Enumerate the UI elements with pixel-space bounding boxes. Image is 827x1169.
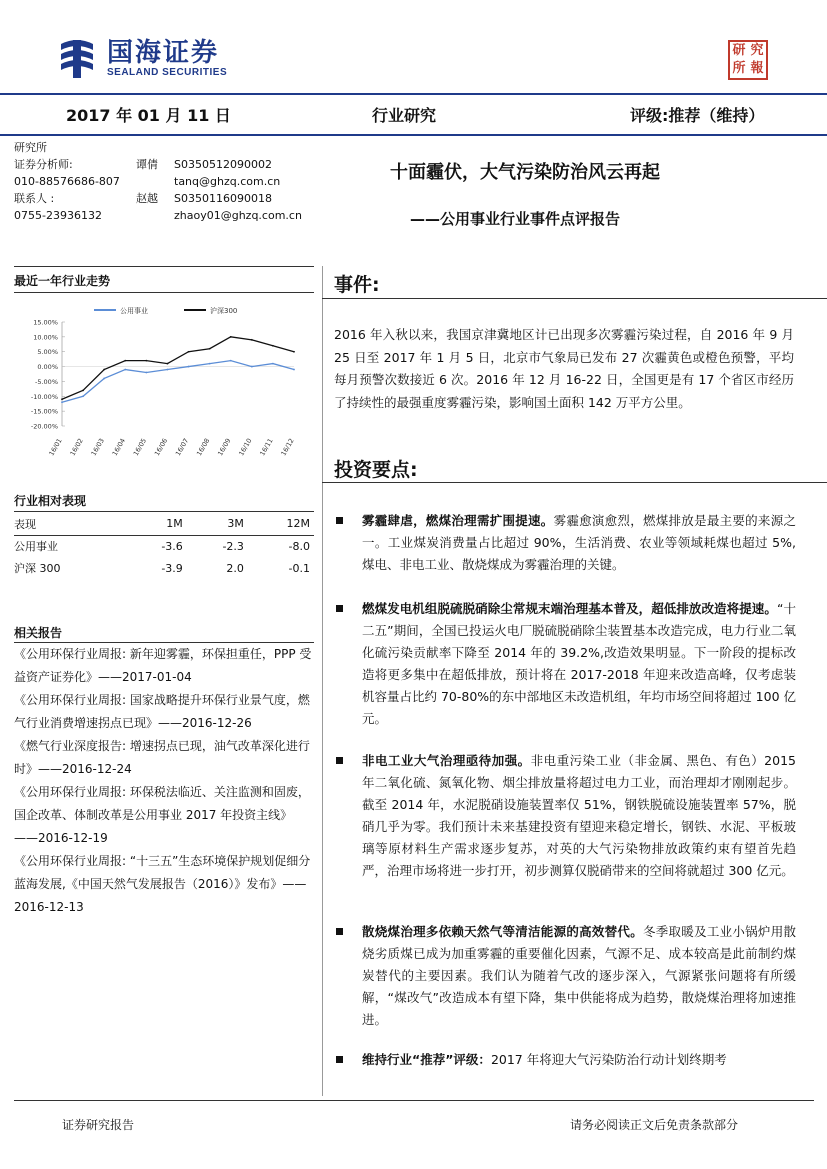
report-title: 十面霾伏，大气污染防治风云再起 (390, 162, 660, 183)
table-cell: -8.0 (288, 539, 310, 553)
related-label: 相关报告 (14, 626, 63, 640)
brand-name-en: SEALAND SECURITIES (107, 66, 228, 78)
divider (14, 292, 314, 293)
investment-point (336, 1049, 796, 1071)
data-point (209, 348, 211, 350)
stamp-char: 報 (750, 61, 764, 76)
data-point (209, 363, 211, 365)
related-report-link[interactable]: 《公用环保行业周报: 国家战略提升环保行业景气度，燃气行业消费增速拐点已现》——2016-12-26 (14, 693, 310, 730)
y-tick-label: -15.00% (30, 407, 58, 416)
footer-left-text: 证券研究报告 (62, 1118, 135, 1132)
divider (14, 511, 314, 512)
analyst-role: 010-88576686-807 (14, 175, 120, 188)
company-logo (55, 36, 227, 80)
analyst-row (14, 190, 302, 207)
analyst-name: 赵越 (136, 192, 158, 205)
data-point (230, 336, 232, 338)
data-point (103, 369, 105, 371)
trend-label: 最近一年行业走势 (14, 274, 111, 288)
report-header-bar (0, 93, 827, 136)
analyst-info (14, 139, 302, 224)
analyst-role: 联系人 : (14, 192, 55, 205)
data-point (61, 401, 63, 403)
data-point (103, 378, 105, 380)
table-header-cell: 1M (126, 513, 187, 535)
x-tick-label: 16/09 (216, 437, 233, 458)
x-tick-label: 16/07 (173, 437, 191, 458)
data-point (61, 398, 63, 400)
data-point (124, 369, 126, 371)
report-subtitle: ——公用事业行业事件点评报告 (410, 210, 621, 228)
table-header-row (14, 513, 314, 535)
table-cell: 2.0 (226, 561, 244, 575)
data-point (145, 360, 147, 362)
analyst-row (14, 156, 302, 173)
x-tick-label: 16/08 (195, 437, 212, 458)
point-text: 雾霾愈演愈烈，燃煤排放是最主要的来源之一。工业煤炭消费量占比超过 90%，生活消费、农业等领域耗煤也超过 5%,煤电、非电工业、散烧煤成为雾霾治理的关键。 (362, 513, 796, 572)
table-header-cell: 3M (187, 513, 248, 535)
trend-chart-svg (14, 298, 314, 466)
y-tick-label: 10.00% (33, 333, 58, 342)
data-point (230, 360, 232, 362)
y-tick-label: -20.00% (30, 422, 58, 431)
table-header-cell: 表现 (14, 513, 126, 535)
investment-point (336, 598, 796, 730)
table-row (14, 535, 314, 557)
table-cell: -3.9 (161, 561, 183, 575)
data-point (167, 369, 169, 371)
point-lead: 燃煤发电机组脱硫脱硝除尘常规末端治理基本普及，超低排放改造将提速。 (362, 601, 777, 616)
table-header-cell: 12M (248, 513, 314, 535)
analyst-email[interactable]: tanq@ghzq.com.cn (174, 175, 281, 188)
footer-divider (14, 1100, 814, 1101)
data-point (251, 339, 253, 341)
x-tick-label: 16/04 (110, 437, 128, 458)
bullet-square-icon (336, 928, 343, 935)
points-heading: 投资要点: (334, 459, 418, 481)
point-text: 非电重污染工业（非金属、黑色、有色）2015 年二氧化硫、氮氧化物、烟尘排放量将超过电力工业，而治理却才刚刚起步。截至 2014 年，水泥脱硝设施装置率仅 51%，钢铁脱硫设施装置率 57%，脱硝几乎为零。我们预计未来基建投资有望迎来稳定增长，钢铁、水泥、平板玻璃等原材料生产需求逐步复苏，对英的大气污染物排放政策约束有望首先趋严，治理市场将进一步打开，初步测算仅脱硝带来的空间将就超过 300 亿元。 (362, 753, 796, 878)
related-report-link[interactable]: 《公用环保行业周报: “十三五”生态环境保护规划促细分蓝海发展,《中国天然气发展报告（2016）》发布》——2016-12-13 (14, 854, 311, 914)
stamp-char: 所 (732, 61, 746, 76)
y-tick-label: 15.00% (33, 318, 58, 327)
y-tick-label: 5.00% (37, 348, 58, 357)
report-type: 行业研究 (372, 106, 437, 125)
event-heading: 事件: (334, 274, 380, 296)
y-tick-label: -5.00% (35, 377, 58, 386)
point-lead: 非电工业大气治理亟待加强。 (362, 753, 531, 768)
x-tick-label: 16/10 (237, 437, 254, 458)
divider (322, 482, 827, 483)
dept-label: 研究所 (14, 141, 47, 154)
event-paragraph: 2016 年入秋以来，我国京津冀地区计已出现多次雾霾污染过程，自 2016 年 9 月 25 日至 2017 年 1 月 5 日，北京市气象局已发布 27 次霾黄色或橙色预警，平均每月预警次数接近 6 次。2016 年 12 月 16-22 日，全国更是有 17 个省区市经历了持续性的最强重度雾霾污染，影响国土面积 142 万平方公里。 (334, 327, 794, 410)
data-point (188, 366, 190, 368)
research-stamp-icon (728, 40, 768, 80)
related-report-link[interactable]: 《公用环保行业周报: 新年迎雾霾，环保担重任，PPP 受益资产证券化》——2017-01-04 (14, 647, 312, 684)
bullet-square-icon (336, 1056, 343, 1063)
x-tick-label: 16/06 (152, 437, 170, 458)
data-point (82, 389, 84, 391)
bullet-square-icon (336, 757, 343, 764)
data-point (188, 351, 190, 353)
report-rating: 评级:推荐（维持） (630, 106, 765, 125)
analyst-value: S0350116090018 (174, 192, 272, 205)
x-tick-label: 16/11 (258, 437, 275, 458)
performance-table (14, 513, 314, 579)
analyst-row (14, 173, 302, 190)
x-tick-label: 16/12 (279, 437, 296, 458)
data-point (167, 363, 169, 365)
legend-label: 沪深300 (210, 307, 238, 315)
investment-point (336, 921, 796, 1031)
x-tick-label: 16/02 (68, 437, 85, 458)
point-text: 2017 年将迎大气污染防治行动计划终期考 (490, 1052, 727, 1067)
x-tick-label: 16/03 (89, 437, 106, 458)
investment-point (336, 750, 796, 882)
x-tick-label: 16/01 (47, 437, 64, 458)
y-tick-label: 0.00% (37, 363, 58, 372)
divider (14, 266, 314, 267)
analyst-row (14, 207, 302, 224)
point-text: 冬季取暖及工业小锅炉用散烧劣质煤已成为加重雾霾的重要催化因素，气源不足、成本较高是此前制约煤炭替代的主要因素。我们认为随着气改的逐步深入，气源紧张问题将有所缓解，“煤改气”改造成本有望下降，集中供能将成为趋势，散烧煤治理将加速推进。 (362, 924, 796, 1027)
point-text: “十二五”期间，全国已投运火电厂脱硫脱硝除尘装置基本改造完成，电力行业二氧化硫污染贡献率下降至 2014 年的 39.2%,改造效果明显。下一阶段的提标改造将更多集中在超低排放，预计将在 2017-2018 年迎来改造高峰，仅考虑装机容量占比约 70-80%的东中部地区未改造机组，年均市场空间将超过 100 亿元。 (362, 601, 796, 726)
performance-label: 行业相对表现 (14, 494, 87, 508)
stamp-char: 研 (732, 43, 746, 58)
data-point (293, 351, 295, 353)
related-report-link[interactable]: 《公用环保行业周报: 环保税法临近、关注监测和固废，国企改革、体制改革是公用事业 2017 年投资主线》——2016-12-19 (14, 785, 310, 845)
analyst-role: 证券分析师: (14, 158, 73, 171)
trend-chart (14, 298, 314, 466)
analyst-email[interactable]: zhaoy01@ghzq.com.cn (174, 209, 302, 222)
table-cell: 公用事业 (14, 540, 58, 554)
column-divider (322, 266, 323, 1096)
table-cell: 沪深 300 (14, 562, 61, 575)
table-cell: -2.3 (222, 539, 244, 553)
point-lead: 维持行业“推荐”评级： (362, 1052, 491, 1067)
analyst-value: S0350512090002 (174, 158, 272, 171)
bullet-square-icon (336, 605, 343, 612)
analyst-name: 谭倩 (136, 158, 158, 171)
analyst-role: 0755-23936132 (14, 209, 102, 222)
point-lead: 雾霾肆虐，燃煤治理需扩围提速。 (362, 513, 554, 528)
data-point (124, 360, 126, 362)
stamp-char: 究 (750, 43, 764, 58)
x-tick-label: 16/05 (131, 437, 149, 458)
footer-right-text: 请务必阅读正文后免责条款部分 (570, 1118, 739, 1132)
related-reports-list (14, 643, 314, 919)
point-lead: 散烧煤治理多依赖天然气等清洁能源的高效替代。 (362, 924, 643, 939)
brand-name-cn: 国海证券 (107, 37, 220, 68)
data-point (251, 366, 253, 368)
table-cell: -3.6 (161, 539, 183, 553)
table-row (14, 557, 314, 579)
table-cell: -0.1 (288, 561, 310, 575)
data-point (82, 395, 84, 397)
divider (322, 298, 827, 299)
data-point (272, 363, 274, 365)
investment-point (336, 510, 796, 576)
series-line (62, 361, 294, 403)
bullet-square-icon (336, 517, 343, 524)
y-tick-label: -10.00% (30, 392, 58, 401)
legend-label: 公用事业 (120, 307, 148, 315)
related-report-link[interactable]: 《燃气行业深度报告: 增速拐点已现，油气改革深化进行时》——2016-12-24 (14, 739, 310, 776)
data-point (293, 369, 295, 371)
report-date: 2017 年 01 月 11 日 (66, 106, 231, 125)
data-point (145, 372, 147, 374)
data-point (272, 345, 274, 347)
sealand-logo-icon (55, 36, 99, 80)
